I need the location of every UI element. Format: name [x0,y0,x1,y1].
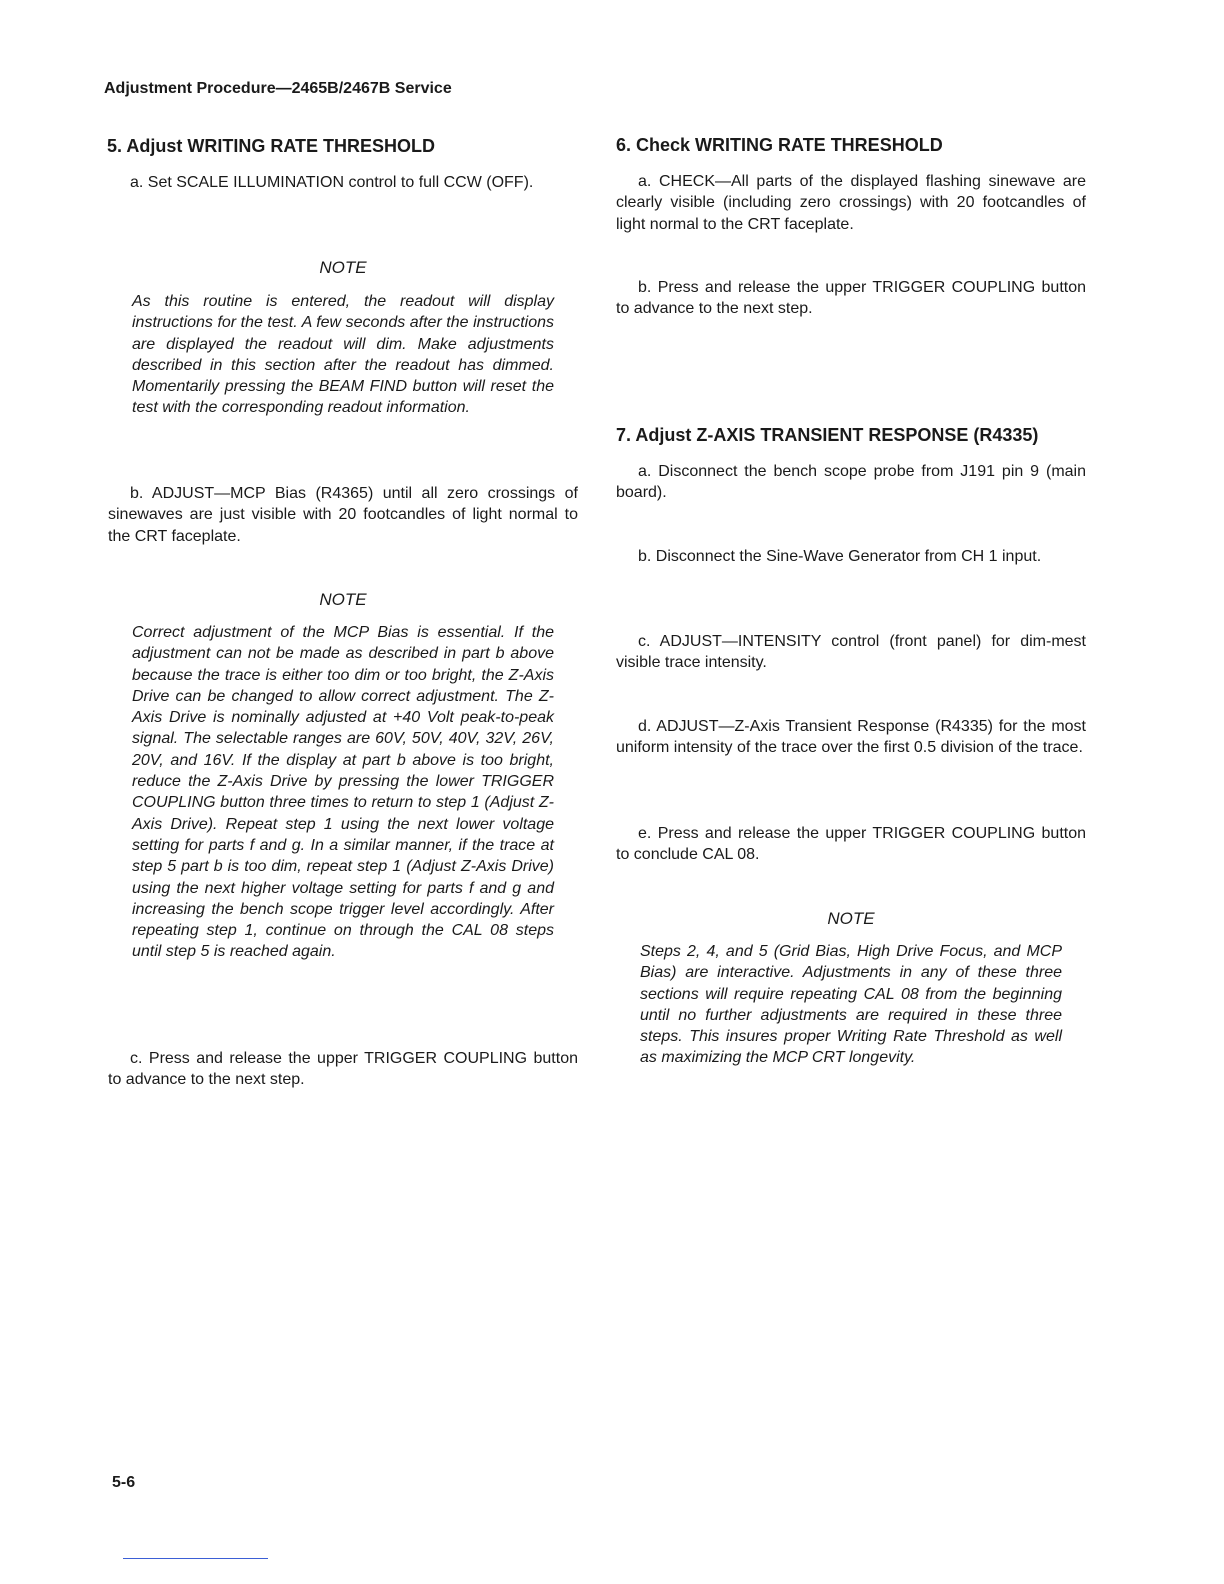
note-3-body: Steps 2, 4, and 5 (Grid Bias, High Drive Focus, and MCP Bias) are interactive. Adjustments in any of these three sections will require repeating CAL 08 from the beginning until no further adjustments are required in these three steps. This insures proper Writing Rate Threshold as well as maximizing the MCP CRT longevity. [640,943,1062,1067]
step-7a-text: a. Disconnect the bench scope probe from J191 pin 9 (main board). [616,463,1086,502]
step-7c-text: c. ADJUST—INTENSITY control (front panel) for dim-mest visible trace intensity. [616,633,1086,672]
step-7e-text: e. Press and release the upper TRIGGER COUPLING button to conclude CAL 08. [616,825,1086,864]
step-5-title: 5. Adjust WRITING RATE THRESHOLD [107,136,435,156]
step-5b-text: b. ADJUST—MCP Bias (R4365) until all zero crossings of sinewaves are just visible with 20 footcandles of light normal to the CRT faceplate. [108,485,578,545]
note-2-body: Correct adjustment of the MCP Bias is essential. If the adjustment can not be made as described in part b above because the trace is either too dim or too bright, the Z-Axis Drive can be changed to allow correct adjustment. The Z-Axis Drive is nominally adjusted at +40 Volt peak-to-peak signal. The selectable ranges are 60V, 50V, 40V, 32V, 26V, 20V, and 16V. If the display at part b above is too bright, reduce the Z-Axis Drive by pressing the lower TRIGGER COUPLING button three times to return to step 1 (Adjust Z-Axis Drive). Repeat step 1 using the next lower voltage setting for parts f and g. In a similar manner, if the trace at step 5 part b is too dim, repeat step 1 (Adjust Z-Axis Drive) using the next higher voltage setting for parts f and g and increasing the bench scope trigger level accordingly. After repeating step 1, continue on through the CAL 08 steps until step 5 is reached again. [132,624,554,961]
note-3-title: NOTE [827,909,875,928]
running-header: Adjustment Procedure—2465B/2467B Service [104,80,452,97]
note-1-body: As this routine is entered, the readout will display instructions for the test. A few seconds after the instructions are displayed the readout will dim. Make adjustments described in this section after the readout has dimmed. Momentarily pressing the BEAM FIND button will reset the test with the corresponding readout information. [132,293,554,417]
step-5a-text: a. Set SCALE ILLUMINATION control to full CCW (OFF). [130,174,534,191]
page-number: 5-6 [112,1474,136,1491]
step-5c-text: c. Press and release the upper TRIGGER COUPLING button to advance to the next step. [108,1050,578,1089]
note-1-title: NOTE [319,258,367,277]
step-7d-text: d. ADJUST—Z-Axis Transient Response (R4335) for the most uniform intensity of the trace over the first 0.5 division of the trace. [616,718,1086,757]
note-2-title: NOTE [319,590,367,609]
step-7b-text: b. Disconnect the Sine-Wave Generator from CH 1 input. [638,548,1042,565]
step-7-title: 7. Adjust Z-AXIS TRANSIENT RESPONSE (R4335) [616,425,1039,445]
footer-rule [123,1558,268,1559]
step-6b-text: b. Press and release the upper TRIGGER COUPLING button to advance to the next step. [616,279,1086,318]
step-6-title: 6. Check WRITING RATE THRESHOLD [616,135,943,155]
step-6a-text: a. CHECK—All parts of the displayed flashing sinewave are clearly visible (including zero crossings) with 20 footcandles of light normal to the CRT faceplate. [616,173,1086,233]
